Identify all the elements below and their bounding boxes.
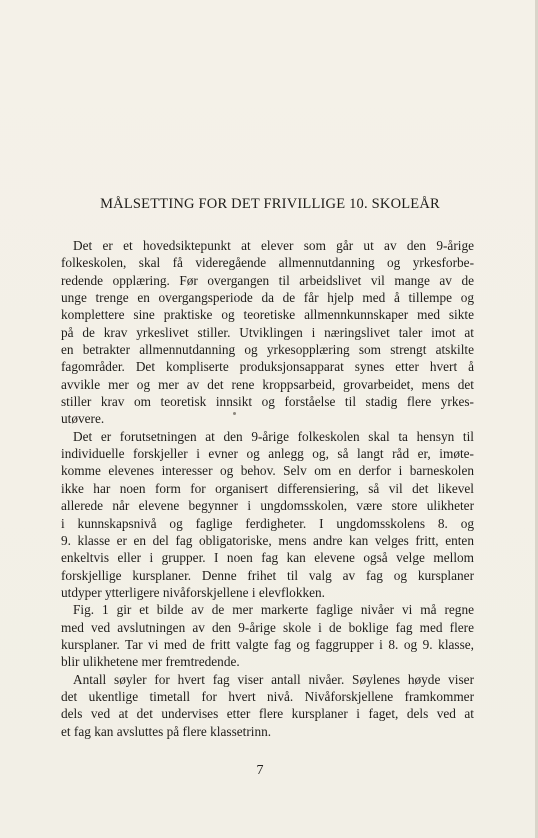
section-title: MÅLSETTING FOR DET FRIVILLIGE 10. SKOLEÅR bbox=[100, 196, 440, 212]
text-line: komme elevenes interesser og behov. Selv om en derfor i barneskolen bbox=[61, 463, 474, 479]
body-text bbox=[61, 237, 474, 740]
text-line: i kunnskapsnivå og faglige ferdigheter. I ungdomsskolens 8. og bbox=[61, 515, 474, 531]
text-line: fagområder. Det kompliserte produksjonsapparat synes etter hvert å bbox=[61, 359, 474, 375]
paragraph-4 bbox=[61, 671, 474, 740]
print-speck bbox=[233, 412, 236, 415]
paragraph-1 bbox=[61, 237, 474, 428]
text-line: Fig. 1 gir et bilde av de mer markerte faglige nivåer vi må regne bbox=[73, 602, 474, 618]
text-line: dels ved at det undervises etter flere kursplaner i faget, dels ved at bbox=[61, 706, 474, 722]
text-line: utøvere. bbox=[61, 411, 105, 427]
text-line: kursplaner. Tar vi med de fritt valgte fag og faggrupper i 8. og 9. klasse, bbox=[61, 636, 474, 652]
text-line: komplettere sine praktiske og teoretiske allmennkunnskaper med sikte bbox=[61, 307, 474, 323]
text-line: Det er et hovedsiktepunkt at elever som går ut av den 9-årige bbox=[73, 238, 474, 253]
text-line: en betrakter allmennutdanning og yrkesopplæring som strengt atskilte bbox=[61, 342, 474, 358]
text-line: med ved avslutningen av den 9-årige skole i de boklige fag med flere bbox=[61, 619, 474, 635]
text-line: enkeltvis eller i grupper. I noen fag kan elevene også velge mellom bbox=[61, 550, 474, 566]
text-line: unge trenge en overgangsperiode da de får hjelp med å tillempe og bbox=[61, 290, 474, 306]
text-line: stiller krav om teoretisk innsikt og forståelse til stadig flere yrkes- bbox=[61, 394, 474, 410]
page-number: 7 bbox=[256, 763, 264, 778]
text-line: Det er forutsetningen at den 9-årige folkeskolen skal ta hensyn til bbox=[73, 428, 474, 444]
text-line: utdyper ytterligere nivåforskjellene i elevflokken. bbox=[61, 584, 325, 600]
text-line: forskjellige kursplaner. Denne frihet til valg av fag og kursplaner bbox=[61, 567, 474, 583]
text-line: 9. klasse er en del fag obligatoriske, mens andre kan velges fritt, enten bbox=[61, 532, 474, 548]
text-line: individuelle forskjeller i evner og anlegg og, så langt råd er, imøte- bbox=[61, 446, 474, 462]
text-line: redende opplæring. Før overgangen til arbeidslivet vil mange av de bbox=[61, 272, 474, 288]
text-line: Antall søyler for hvert fag viser antall nivåer. Søylenes høyde viser bbox=[73, 671, 474, 687]
text-line: allerede når elevene begynner i ungdomsskolen, være store ulikheter bbox=[61, 498, 474, 514]
text-line: et fag kan avsluttes på flere klassetrinn. bbox=[61, 723, 272, 739]
paragraph-2 bbox=[61, 428, 474, 601]
text-line: avvikle mer og mer av det rene kroppsarbeid, grovarbeidet, mens det bbox=[61, 376, 474, 392]
text-line: ikke har noen form for organisert differensiering, så vil det likevel bbox=[61, 480, 474, 496]
text-line: på de krav yrkeslivet stiller. Utviklingen i næringslivet taler imot at bbox=[61, 324, 474, 340]
text-line: det ukentlige timetall for hvert nivå. Nivåforskjellene framkommer bbox=[61, 688, 474, 704]
text-line: blir ulikhetene mer fremtredende. bbox=[61, 654, 240, 670]
paragraph-3 bbox=[61, 601, 474, 670]
text-line: folkeskolen, skal få videregående allmennutdanning og yrkesforbe- bbox=[61, 255, 474, 271]
